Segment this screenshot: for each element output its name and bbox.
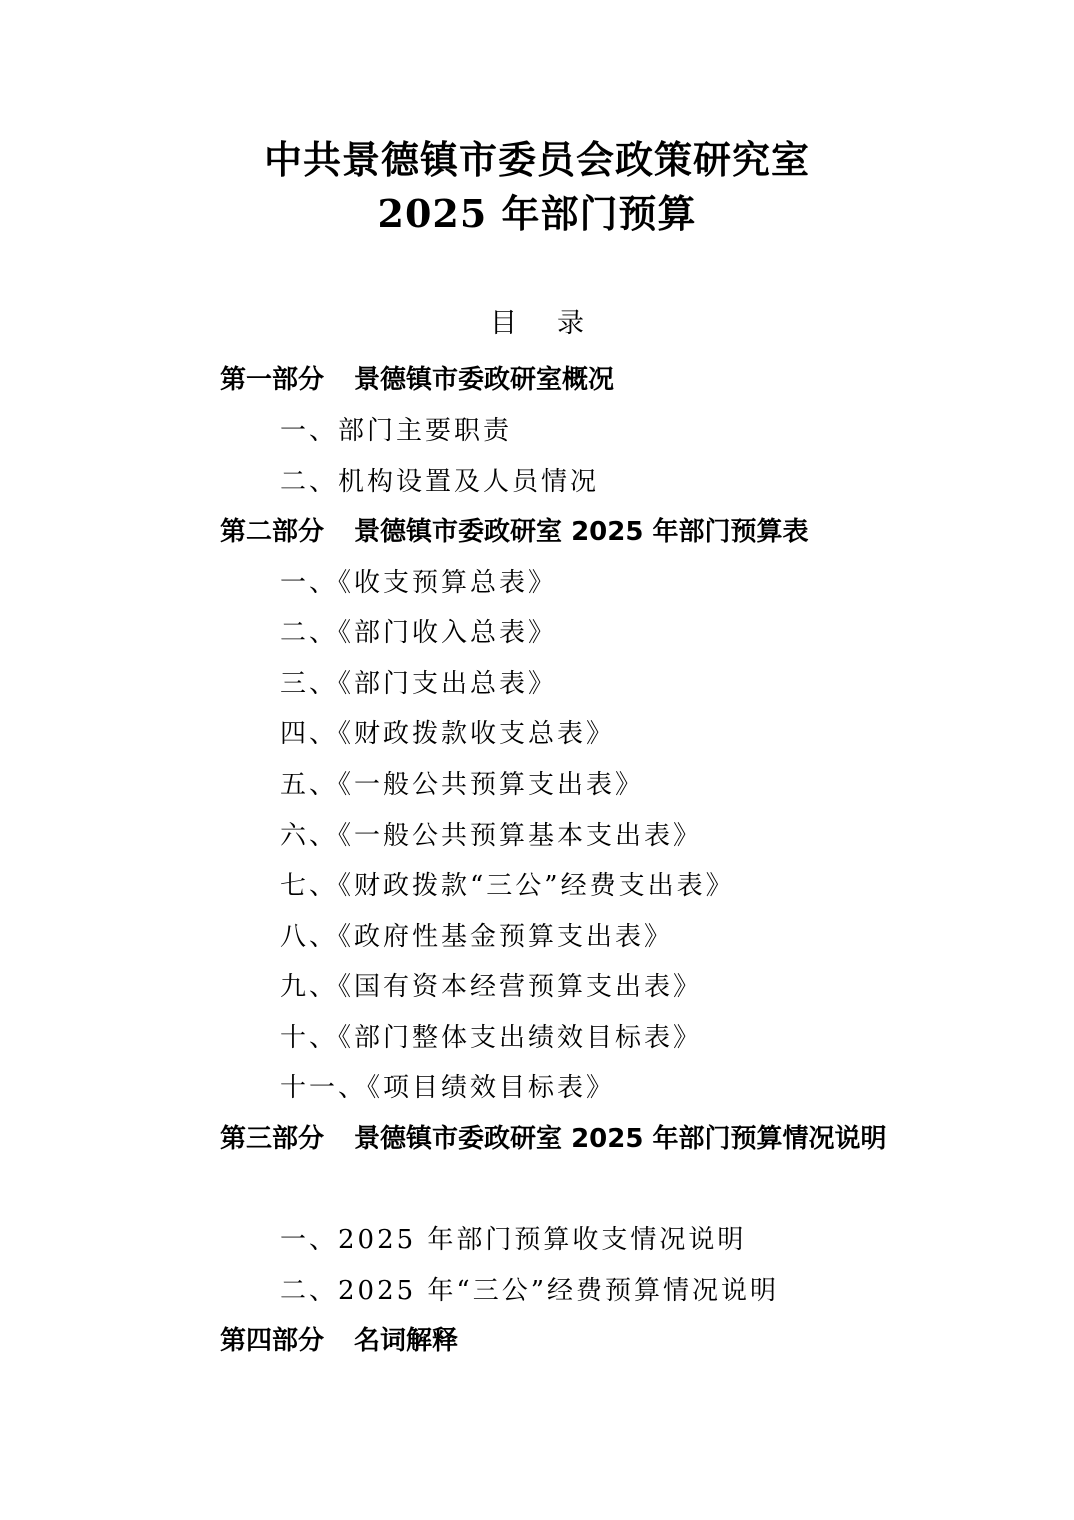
toc-item: 四、《财政拨款收支总表》	[280, 719, 616, 749]
toc-part-title: 景德镇市委政研室概况	[354, 365, 615, 395]
toc-item: 十、《部门整体支出绩效目标表》	[280, 1023, 703, 1053]
toc-part-label: 第二部分	[220, 517, 325, 547]
toc-item: 八、《政府性基金预算支出表》	[280, 922, 674, 952]
toc-item: 一、2025 年部门预算收支情况说明	[280, 1225, 747, 1255]
toc-part-title: 名词解释	[354, 1326, 459, 1356]
toc-part-title: 景德镇市委政研室 2025 年部门预算情况说明	[354, 1124, 887, 1154]
toc-part-title: 景德镇市委政研室 2025 年部门预算表	[354, 517, 809, 547]
toc-item: 二、2025 年“三公”经费预算情况说明	[280, 1276, 780, 1306]
toc-part-2	[220, 512, 808, 552]
toc-item: 二、机构设置及人员情况	[280, 467, 600, 497]
toc-part-3	[164, 1114, 924, 1164]
toc-item: 十一、《项目绩效目标表》	[280, 1073, 616, 1103]
toc-part-4	[220, 1321, 458, 1361]
toc-part-label: 第三部分	[220, 1124, 325, 1154]
toc-part-label: 第四部分	[220, 1326, 325, 1356]
toc-part-1	[220, 360, 614, 400]
toc-item: 一、部门主要职责	[280, 416, 513, 446]
toc-item: 三、《部门支出总表》	[280, 669, 558, 699]
toc-item: 二、《部门收入总表》	[280, 618, 558, 648]
toc-item: 一、《收支预算总表》	[280, 568, 558, 598]
toc-part-label: 第一部分	[220, 365, 325, 395]
toc-heading: 目录	[490, 308, 624, 339]
toc-item: 五、《一般公共预算支出表》	[280, 770, 645, 800]
document-title-line2: 2025 年部门预算	[377, 191, 697, 236]
toc-item: 九、《国有资本经营预算支出表》	[280, 972, 703, 1002]
document-title-line1: 中共景德镇市委员会政策研究室	[263, 137, 810, 182]
toc-item: 七、《财政拨款“三公”经费支出表》	[280, 871, 735, 901]
toc-item: 六、《一般公共预算基本支出表》	[280, 821, 703, 851]
